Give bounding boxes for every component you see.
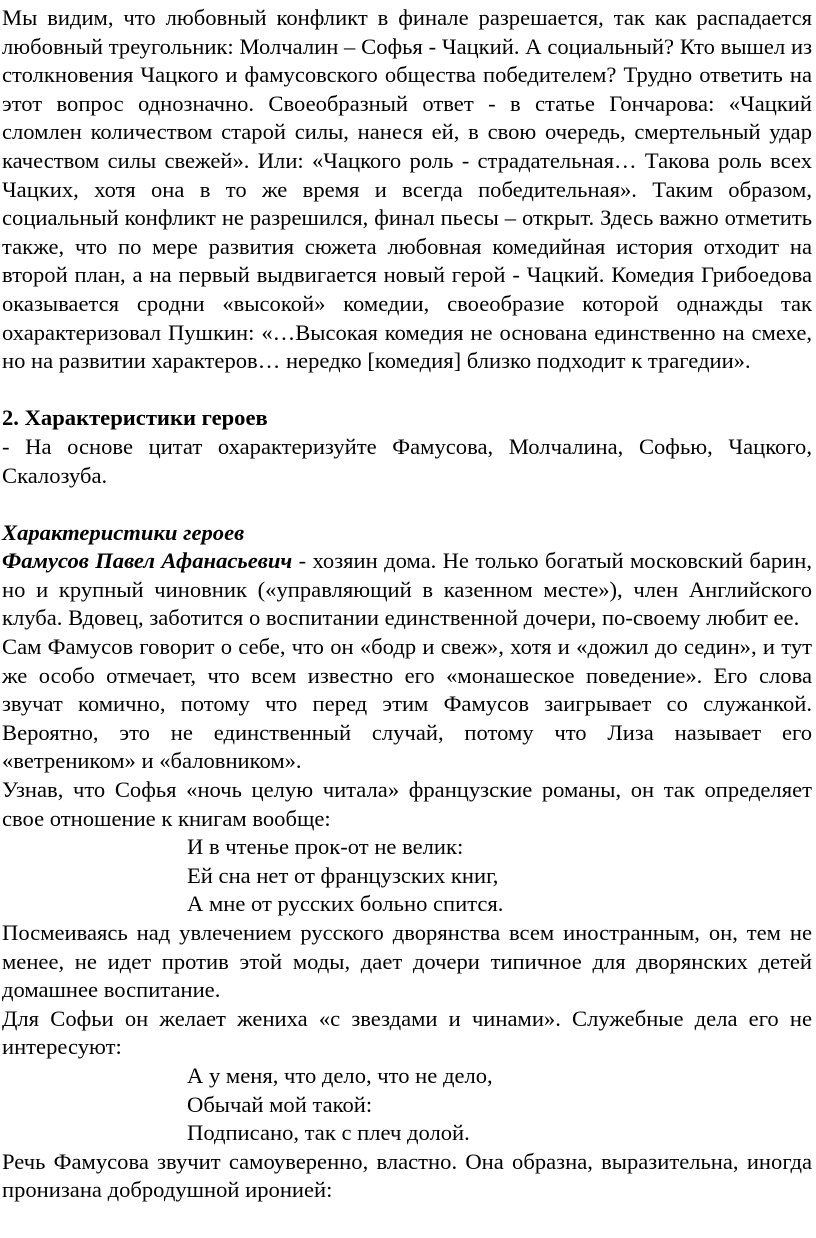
paragraph-famusov-intro (2, 547, 812, 633)
verse-line: И в чтенье прок-от не велик: (187, 834, 464, 860)
blank-line (2, 376, 812, 405)
verse-line: Подписано, так с плеч долой. (187, 1120, 470, 1146)
paragraph-conflict-ending: Мы видим, что любовный конфликт в финале разрешается, так как распадается любовный треугольник: Молчалин – Софья - Чацкий. А социальный? Кто вышел из столкновения Чацкого и фамусовского общества победителем? Трудно ответить на этот вопрос однозначно. Своеобразный ответ - в статье Гончарова: «Чацкий сломлен количеством старой силы, нанеся ей, в свою очередь, смертельный удар качеством силы свежей». Или: «Чацкого роль - страдательная… Такова роль всех Чацких, хотя она в то же время и всегда победительная». Таким образом, социальный конфликт не разрешился, финал пьесы – открыт. Здесь важно отметить также, что по мере развития сюжета любовная комедийная история отходит на второй план, а на первый выдвигается новый герой - Чацкий. Комедия Грибоедова оказывается сродни «высокой» комедии, своеобразие которой однажды так охарактеризовал Пушкин: «…Высокая комедия не основана единственно на смехе, но на развитии характеров… нередко [комедия] близко подходит к трагедии». (2, 5, 812, 374)
paragraph-famusov-groom: Для Софьи он желает жениха «с звездами и чинами». Служебные дела его не интересуют: (2, 1005, 812, 1060)
blank-line (2, 490, 812, 519)
verse-line: А у меня, что дело, что не дело, (187, 1062, 493, 1088)
famusov-intro-text: - хозяин дома. Не только богатый московский барин, но и крупный чиновник («управляющий в казенном месте»), член Английского клуба. Вдовец, заботится о воспитании единственной дочери, по-своему любит ее. (2, 548, 812, 631)
subheading-characters: Характеристики героев (2, 519, 245, 545)
paragraph-famusov-books: Узнав, что Софья «ночь целую читала» французские романы, он так определяет свое отношение к книгам вообще: (2, 777, 812, 831)
paragraph-famusov-self: Сам Фамусов говорит о себе, что он «бодр и свеж», хотя и «дожил до седин», и тут же особо отмечает, что всем известно его «монашеское поведение». Его слова звучат комично, потому что перед этим Фамусов заигрывает со служанкой. Вероятно, это не единственный случай, потому что Лиза называет его «ветреником» и «баловником». (2, 634, 812, 774)
paragraph-famusov-mockery: Посмеиваясь над увлечением русского дворянства всем иностранным, он, тем не менее, не идет против этой моды, дает дочери типичное для дворянских детей домашнее воспитание. (2, 920, 812, 1003)
task-text: - На основе цитат охарактеризуйте Фамусова, Молчалина, Софью, Чацкого, Скалозуба. (2, 433, 812, 488)
paragraph-famusov-speech: Речь Фамусова звучит самоуверенно, властно. Она образна, выразительна, иногда пронизана добродушной иронией: (2, 1148, 812, 1203)
section-heading: 2. Характеристики героев (2, 405, 268, 431)
verse-line: А мне от русских больно спится. (187, 891, 504, 917)
character-name-famusov: Фамусов Павел Афанасьевич (2, 548, 293, 574)
verse-line: Ей сна нет от французских книг, (187, 862, 499, 888)
verse-line: Обычай мой такой: (187, 1091, 373, 1117)
